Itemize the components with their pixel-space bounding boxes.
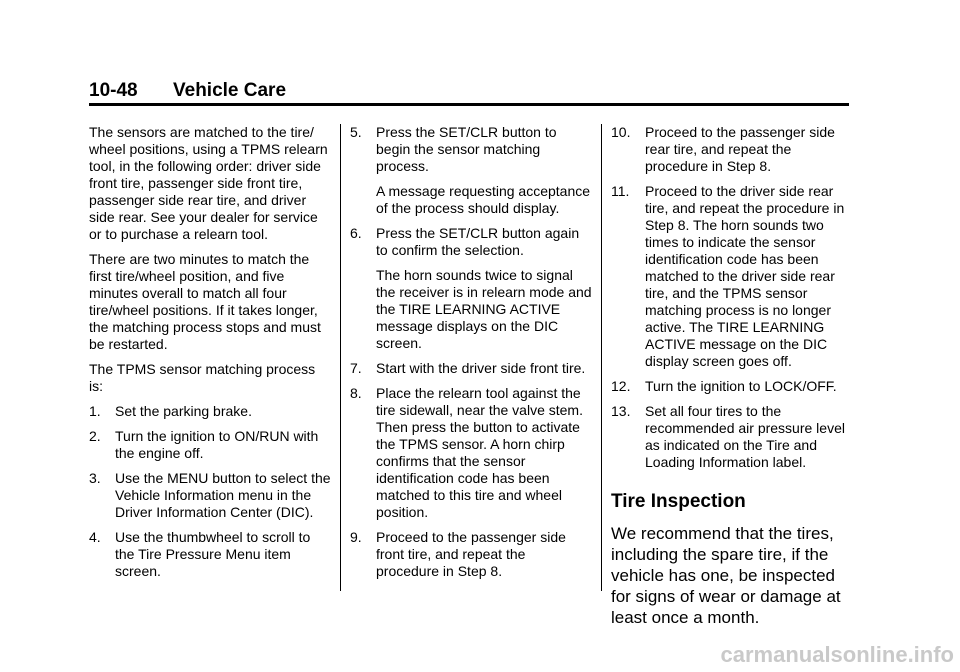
header-rule [89,103,849,106]
step-number: 5. [350,124,362,140]
step-number: 9. [350,529,362,545]
step-13 [611,403,853,471]
column-1 [89,124,331,588]
step-number: 2. [89,428,101,444]
step-number: 4. [89,529,101,545]
step-11 [611,183,853,370]
tire-inspection-text: We recommend that the tires, including the spare tire, if the vehicle has one, be inspected for signs of wear or damage at least once a month. [611,524,841,627]
step-1 [89,403,331,420]
section-title: Vehicle Care [173,80,287,101]
paragraph: There are two minutes to match the first tire/wheel position, and five minutes overall to match all four tire/wheel positions. If it takes longer, the matching process stops and must be restarted. [89,251,321,352]
step-number: 8. [350,385,362,401]
step-text: Set all four tires to the recommended air pressure level as indicated on the Tire and Loading Information label. [645,403,845,470]
step-5 [350,124,592,175]
paragraph: The TPMS sensor matching process is: [89,361,316,394]
step-10 [611,124,853,175]
step-4 [89,529,331,580]
step-2 [89,428,331,462]
step-12 [611,378,853,395]
step-number: 1. [89,403,101,419]
step-text: Set the parking brake. [115,403,252,419]
step-text: Place the relearn tool against the tire sidewall, near the valve stem. Then press the button to activate the TPMS sensor. A horn chirp confirms that the sensor identification code has been matched to this tire and wheel position. [376,385,583,520]
step-text: Turn the ignition to ON/RUN with the engine off. [115,428,319,461]
step-note: A message requesting acceptance of the process should display. [376,183,591,216]
step-text: Proceed to the driver side rear tire, and repeat the procedure in Step 8. The horn sounds two times to indicate the sensor identification code has been matched to the driver side rear tire, and the TPMS sensor matching process is no longer active. The TIRE LEARNING ACTIVE message on the DIC display screen goes off. [645,183,845,369]
paragraph: The sensors are matched to the tire/ wheel positions, using a TPMS relearn tool, in the following order: driver side front tire, passenger side front tire, passenger side rear tire, and driver side rear. See your dealer for service or to purchase a relearn tool. [89,124,328,242]
step-number: 3. [89,470,101,486]
step-text: Start with the driver side front tire. [376,360,586,376]
tire-inspection-heading: Tire Inspection [611,491,746,512]
watermark: carmanualsonline.info [720,642,954,667]
column-divider [340,124,341,591]
step-number: 12. [611,378,631,394]
step-text: Use the thumbwheel to scroll to the Tire Pressure Menu item screen. [115,529,311,579]
column-2 [350,124,592,588]
step-number: 13. [611,403,631,419]
step-note: The horn sounds twice to signal the receiver is in relearn mode and the TIRE LEARNING ACTIVE message displays on the DIC screen. [376,267,592,351]
step-number: 6. [350,225,362,241]
step-9 [350,529,592,580]
step-3 [89,470,331,521]
step-text: Turn the ignition to LOCK/OFF. [645,378,837,394]
column-divider [601,124,602,591]
step-text: Press the SET/CLR button to begin the sensor matching process. [376,124,557,174]
step-text: Proceed to the passenger side rear tire, and repeat the procedure in Step 8. [645,124,835,174]
page-number: 10-48 [89,80,138,101]
step-text: Proceed to the passenger side front tire, and repeat the procedure in Step 8. [376,529,566,579]
step-text: Use the MENU button to select the Vehicle Information menu in the Driver Information Center (DIC). [115,470,331,520]
step-text: Press the SET/CLR button again to confirm the selection. [376,225,580,258]
step-number: 11. [611,183,630,199]
column-3 [611,124,853,636]
step-number: 7. [350,360,362,376]
step-7 [350,360,592,377]
step-number: 10. [611,124,631,140]
step-6 [350,225,592,259]
step-8 [350,385,592,521]
